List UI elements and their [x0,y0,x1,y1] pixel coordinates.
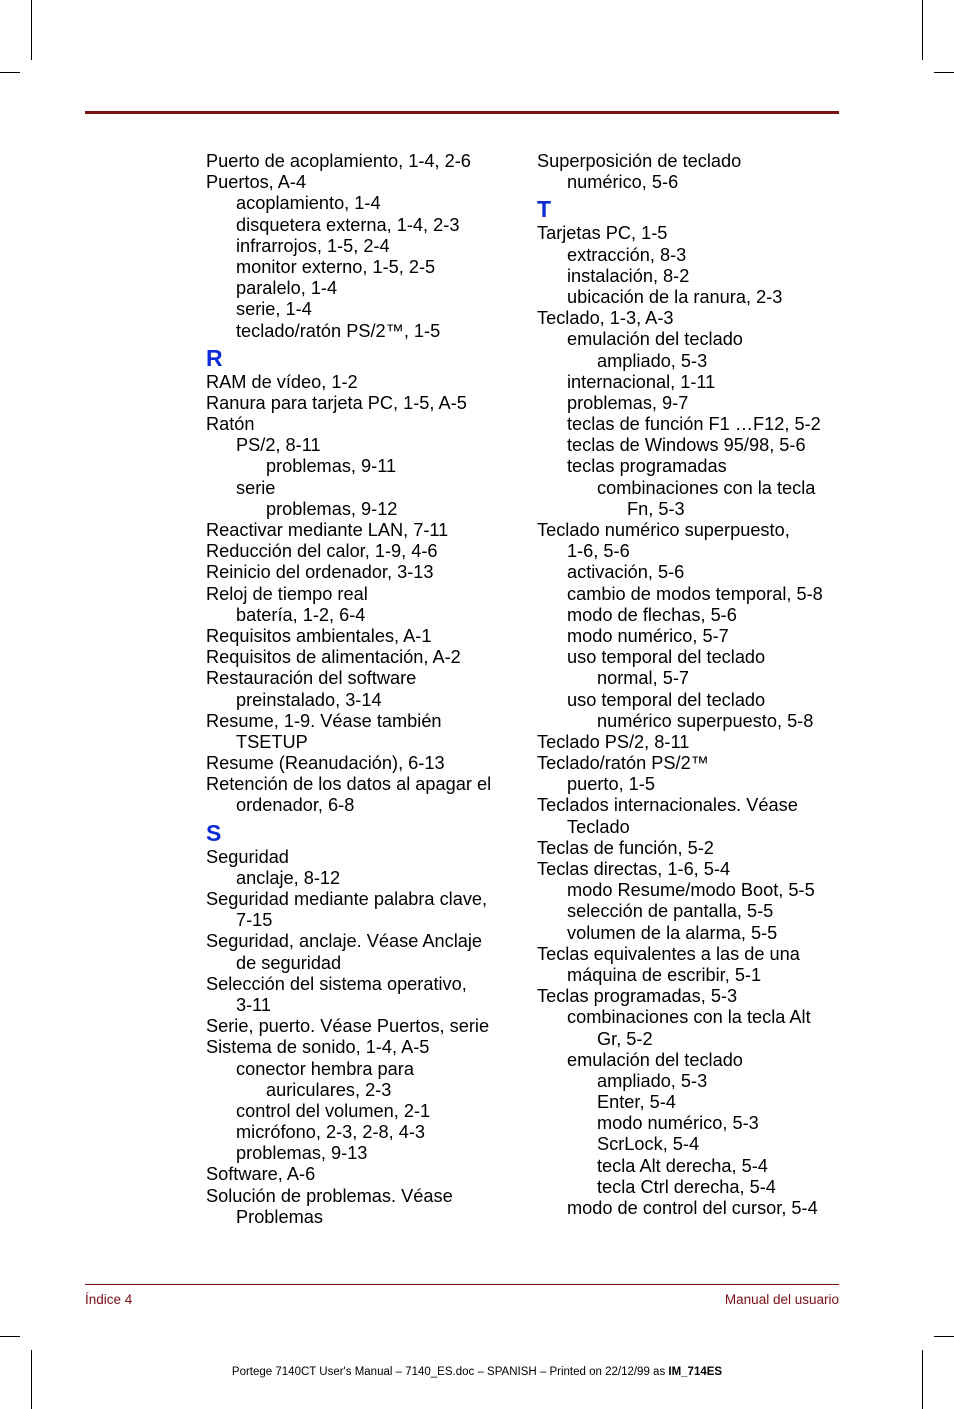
crop-mark [31,0,32,60]
index-subentry: activación, 5-6 [567,562,685,583]
index-entry: RAM de vídeo, 1-2 [206,371,358,392]
index-subentry: cambio de modos temporal, 5-8 [567,583,823,604]
index-subentry: ScrLock, 5-4 [597,1134,700,1155]
crop-mark [922,0,923,60]
index-entry: Ratón [206,414,255,435]
index-subentry: monitor externo, 1-5, 2-5 [236,256,436,277]
index-subentry: 1-6, 5-6 [567,541,630,562]
index-entry: Reloj de tiempo real [206,583,368,604]
index-subentry: batería, 1-2, 6-4 [236,604,366,625]
index-subentry: ordenador, 6-8 [236,795,355,816]
index-entry: Tarjetas PC, 1-5 [537,223,668,244]
index-subentry: Enter, 5-4 [597,1092,676,1113]
index-subentry: anclaje, 8-12 [236,867,341,888]
index-subentry: PS/2, 8-11 [236,435,321,456]
index-subentry: ampliado, 5-3 [597,350,708,371]
index-subentry: combinaciones con la tecla [597,477,816,498]
index-entry: Seguridad [206,846,289,867]
index-entry: Resume (Reanudación), 6-13 [206,753,445,774]
index-subentry: modo numérico, 5-3 [597,1113,759,1134]
index-entry: Reactivar mediante LAN, 7-11 [206,520,449,540]
index-entry: Seguridad, anclaje. Véase Anclaje [206,931,483,952]
footer-rule [85,1284,839,1285]
index-entry: Teclado numérico superpuesto, [537,520,790,540]
index-subentry: teclas de Windows 95/98, 5-6 [567,435,806,456]
index-entry: Teclas directas, 1-6, 5-4 [537,859,731,879]
index-subentry: numérico, 5-6 [567,172,679,193]
index-subentry: instalación, 8-2 [567,265,690,286]
index-entry: Solución de problemas. Véase [206,1185,453,1206]
index-subentry: puerto, 1-5 [567,774,655,795]
index-subentry: tecla Alt derecha, 5-4 [597,1155,768,1176]
index-subentry: uso temporal del teclado [567,647,766,668]
index-entry: Serie, puerto. Véase Puertos, serie [206,1016,490,1037]
index-entry: Teclado/ratón PS/2™ [537,753,709,774]
index-subentry: máquina de escribir, 5-1 [567,964,762,985]
index-entry: Puerto de acoplamiento, 1-4, 2-6 [206,151,471,171]
index-subentry: volumen de la alarma, 5-5 [567,922,778,943]
index-subentry: disquetera externa, 1-4, 2-3 [236,214,460,235]
crop-mark [0,1336,20,1337]
index-subentry: infrarrojos, 1-5, 2-4 [236,235,390,256]
index-letter-heading: T [537,196,552,223]
index-subentry: modo numérico, 5-7 [567,625,729,646]
index-subentry: normal, 5-7 [597,668,689,689]
index-subentry: combinaciones con la tecla Alt [567,1007,811,1028]
index-subentry: emulación del teclado [567,329,743,350]
header-rule [85,111,839,114]
index-letter-heading: S [206,819,222,846]
index-subentry: 7-15 [236,910,273,931]
index-subentry: ubicación de la ranura, 2-3 [567,286,783,307]
print-info-code: IM_714ES [668,1366,723,1378]
index-column-right [537,151,847,1219]
index-subentry: acoplamiento, 1-4 [236,193,381,214]
index-subentry: 3-11 [236,994,272,1015]
index-entry: Reinicio del ordenador, 3-13 [206,562,434,583]
index-subentry: paralelo, 1-4 [236,278,338,299]
index-entry: Superposición de teclado [537,151,742,171]
index-subentry: TSETUP [236,731,308,752]
index-letter-heading: R [206,344,223,371]
index-entry: Software, A-6 [206,1164,316,1185]
index-subentry: teclado/ratón PS/2™, 1-5 [236,320,441,341]
index-subentry: Teclado [567,816,630,837]
crop-mark [934,1336,954,1337]
print-info-text: Portege 7140CT User's Manual – 7140_ES.doc – SPANISH – Printed on 22/12/99 as [231,1366,669,1378]
index-column-left [206,151,516,1228]
index-subentry: modo de flechas, 5-6 [567,604,737,625]
index-subentry: Fn, 5-3 [627,498,685,519]
index-subentry: auriculares, 2-3 [266,1079,392,1100]
index-subentry: problemas, 9-7 [567,392,689,413]
index-entry: Selección del sistema operativo, [206,973,467,994]
index-subentry: Gr, 5-2 [597,1028,653,1049]
index-entry: Retención de los datos al apagar el [206,774,492,795]
index-subentry: serie [236,477,276,498]
index-entry: Requisitos ambientales, A-1 [206,625,432,646]
index-subentry: teclas programadas [567,456,727,477]
crop-mark [922,1350,923,1409]
index-subentry: emulación del teclado [567,1049,743,1070]
index-subentry: control del volumen, 2-1 [236,1100,431,1121]
index-entry: Teclado, 1-3, A-3 [537,308,674,329]
index-subentry: preinstalado, 3-14 [236,689,382,710]
index-entry: Resume, 1-9. Véase también [206,710,442,731]
footer-page-label: Índice 4 [85,1292,133,1307]
index-subentry: problemas, 9-12 [266,498,398,519]
index-subentry: modo Resume/modo Boot, 5-5 [567,880,815,901]
index-entry: Puertos, A-4 [206,172,307,193]
index-subentry: ampliado, 5-3 [597,1070,708,1091]
index-entry: Reducción del calor, 1-9, 4-6 [206,541,438,562]
index-subentry: de seguridad [236,952,342,973]
index-entry: Teclas equivalentes a las de una [537,943,800,964]
index-subentry: uso temporal del teclado [567,689,766,710]
index-subentry: problemas, 9-11 [266,456,397,477]
index-subentry: selección de pantalla, 5-5 [567,901,774,922]
index-entry: Sistema de sonido, 1-4, A-5 [206,1037,430,1058]
index-subentry: teclas de función F1 …F12, 5-2 [567,414,821,435]
crop-mark [31,1350,32,1409]
index-subentry: Problemas [236,1206,323,1227]
index-entry: Requisitos de alimentación, A-2 [206,647,461,668]
index-subentry: extracción, 8-3 [567,244,687,265]
index-subentry: serie, 1-4 [236,299,312,320]
index-subentry: problemas, 9-13 [236,1143,368,1164]
index-entry: Teclados internacionales. Véase [537,795,798,816]
index-subentry: conector hembra para [236,1058,414,1079]
index-subentry: internacional, 1-11 [567,371,716,392]
index-subentry: tecla Ctrl derecha, 5-4 [597,1176,776,1197]
index-subentry: numérico superpuesto, 5-8 [597,710,814,731]
crop-mark [934,72,954,73]
index-subentry: modo de control del cursor, 5-4 [567,1198,818,1218]
index-entry: Restauración del software [206,668,417,689]
index-subentry: micrófono, 2-3, 2-8, 4-3 [236,1122,426,1143]
index-entry: Teclas programadas, 5-3 [537,986,738,1007]
index-entry: Teclado PS/2, 8-11 [537,731,690,752]
index-entry: Ranura para tarjeta PC, 1-5, A-5 [206,392,467,413]
footer-manual-title: Manual del usuario [724,1292,839,1307]
print-info-line [0,1366,954,1378]
crop-mark [0,72,20,73]
index-entry: Teclas de función, 5-2 [537,837,714,858]
index-entry: Seguridad mediante palabra clave, [206,889,488,909]
